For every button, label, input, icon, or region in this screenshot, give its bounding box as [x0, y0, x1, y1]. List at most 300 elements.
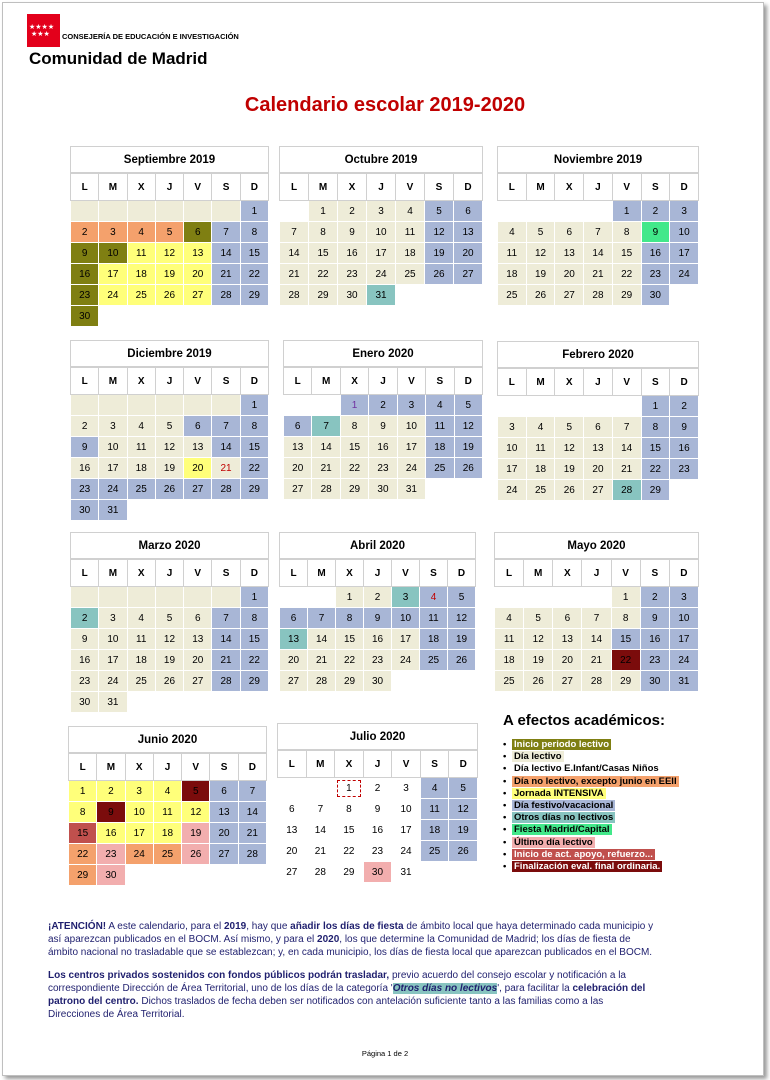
day-cell: 7: [212, 222, 240, 243]
day-cell: [210, 865, 238, 886]
day-cell: 24: [669, 650, 698, 671]
day-cell: 22: [240, 458, 268, 479]
day-cell: 23: [71, 479, 99, 500]
day-cell: [99, 587, 127, 608]
day-cell: 12: [454, 416, 482, 437]
day-cell: 26: [524, 671, 553, 692]
month-title: Julio 2020: [277, 723, 478, 750]
weekday-header: V: [184, 368, 212, 395]
weekday-header: L: [280, 560, 308, 587]
weekday-header: S: [425, 174, 454, 201]
day-cell: 13: [278, 820, 307, 841]
week-row: [498, 243, 699, 264]
day-cell: 3: [392, 587, 420, 608]
day-cell: [155, 201, 183, 222]
day-cell: 10: [367, 222, 396, 243]
day-cell: 7: [212, 608, 240, 629]
day-cell: 27: [280, 671, 308, 692]
week-row: [280, 222, 483, 243]
day-cell: 10: [498, 438, 527, 459]
week-row: [498, 222, 699, 243]
day-cell: 2: [369, 395, 397, 416]
month-grid: [283, 367, 483, 500]
week-row: [284, 458, 483, 479]
weekday-header: S: [426, 368, 454, 395]
weekday-header: J: [369, 368, 397, 395]
day-cell: 27: [278, 862, 307, 883]
day-cell: 31: [99, 692, 127, 713]
day-cell: 25: [127, 479, 155, 500]
weekday-header: L: [71, 560, 99, 587]
week-row: [71, 500, 269, 521]
legend: [503, 712, 679, 873]
day-cell: [127, 395, 155, 416]
calendar-septiembre-2019: [70, 146, 269, 327]
day-cell: 3: [498, 417, 527, 438]
weekday-header: D: [669, 560, 698, 587]
weekday-header: J: [584, 174, 613, 201]
day-cell: 4: [127, 222, 155, 243]
day-cell: 13: [454, 222, 483, 243]
day-cell: 9: [363, 799, 392, 820]
day-cell: 16: [71, 458, 99, 479]
day-cell: 1: [69, 781, 97, 802]
day-cell: 30: [641, 285, 670, 306]
bullet-icon: •: [503, 848, 507, 860]
day-cell: 15: [611, 629, 640, 650]
day-cell: 2: [640, 587, 669, 608]
weekday-header: M: [526, 369, 555, 396]
week-row: [278, 799, 478, 820]
day-cell: 15: [336, 629, 364, 650]
day-cell: 21: [584, 264, 613, 285]
legend-item: [503, 861, 679, 873]
day-cell: [670, 285, 699, 306]
day-cell: 20: [584, 459, 613, 480]
bullet-icon: •: [503, 751, 507, 763]
day-cell: 5: [425, 201, 454, 222]
day-cell: 14: [612, 438, 641, 459]
day-cell: 3: [397, 395, 425, 416]
day-cell: [125, 865, 153, 886]
day-cell: [184, 395, 212, 416]
day-cell: 8: [240, 416, 268, 437]
day-cell: 7: [582, 608, 611, 629]
week-row: [71, 306, 269, 327]
day-cell: 22: [240, 264, 268, 285]
legend-label: Día festivo/vacacional: [514, 800, 614, 812]
day-cell: [240, 692, 268, 713]
day-cell: 14: [238, 802, 266, 823]
week-row: [495, 587, 699, 608]
day-cell: [278, 778, 307, 799]
day-cell: [555, 396, 584, 417]
weekday-header: J: [153, 754, 181, 781]
day-cell: [155, 306, 183, 327]
day-cell: 10: [669, 608, 698, 629]
month-title: Febrero 2020: [497, 341, 699, 368]
week-row: [495, 650, 699, 671]
day-cell: 29: [335, 862, 364, 883]
day-cell: [238, 865, 266, 886]
day-cell: 5: [155, 416, 183, 437]
day-cell: 21: [212, 264, 240, 285]
day-cell: 10: [99, 629, 127, 650]
day-cell: 26: [555, 480, 584, 501]
weekday-header: V: [182, 754, 210, 781]
weekday-header: L: [284, 368, 312, 395]
day-cell: 27: [184, 285, 212, 306]
legend-label: Último día lectivo: [514, 836, 593, 848]
day-cell: 5: [555, 417, 584, 438]
weekday-header: D: [670, 369, 699, 396]
day-cell: 11: [426, 416, 454, 437]
weekday-header: L: [280, 174, 309, 201]
day-cell: 19: [555, 459, 584, 480]
day-cell: 5: [448, 587, 476, 608]
month-title: Marzo 2020: [70, 532, 269, 559]
weekday-header: S: [212, 174, 240, 201]
day-cell: 14: [582, 629, 611, 650]
day-cell: 26: [526, 285, 555, 306]
day-cell: 31: [367, 285, 396, 306]
day-cell: 19: [454, 437, 482, 458]
day-cell: [99, 306, 127, 327]
weekday-header: J: [584, 369, 613, 396]
day-cell: 3: [392, 778, 421, 799]
day-cell: 20: [454, 243, 483, 264]
day-cell: 16: [338, 243, 367, 264]
week-row: [71, 587, 269, 608]
weekday-header: J: [155, 368, 183, 395]
weekday-header: S: [212, 368, 240, 395]
bullet-icon: •: [503, 787, 507, 799]
day-cell: 18: [127, 458, 155, 479]
day-cell: 7: [584, 222, 613, 243]
day-cell: 15: [240, 629, 268, 650]
day-cell: 14: [212, 437, 240, 458]
week-row: [498, 459, 699, 480]
day-cell: 19: [524, 650, 553, 671]
day-cell: 19: [182, 823, 210, 844]
day-cell: 18: [153, 823, 181, 844]
day-cell: 25: [420, 841, 449, 862]
day-cell: 17: [99, 650, 127, 671]
month-grid: [70, 367, 269, 521]
weekday-header: S: [641, 174, 670, 201]
day-cell: [184, 692, 212, 713]
day-cell: 6: [454, 201, 483, 222]
weekday-header: L: [278, 751, 307, 778]
day-cell: 28: [212, 671, 240, 692]
legend-label: Fiesta Madrid/Capital: [514, 824, 610, 836]
day-cell: 15: [240, 243, 268, 264]
month-grid: [497, 368, 699, 501]
day-cell: [212, 500, 240, 521]
day-cell: 28: [212, 285, 240, 306]
day-cell: 14: [306, 820, 335, 841]
day-cell: [670, 480, 699, 501]
day-cell: [498, 201, 527, 222]
day-cell: 11: [153, 802, 181, 823]
day-cell: [212, 692, 240, 713]
day-cell: 17: [397, 437, 425, 458]
week-row: [280, 587, 476, 608]
day-cell: 22: [309, 264, 338, 285]
week-row: [69, 844, 267, 865]
week-row: [280, 243, 483, 264]
day-cell: 30: [640, 671, 669, 692]
day-cell: [454, 285, 483, 306]
weekday-header: M: [524, 560, 553, 587]
week-row: [71, 285, 269, 306]
note-private-mid2: ', para facilitar la: [497, 983, 573, 994]
day-cell: 22: [612, 264, 641, 285]
week-row: [280, 201, 483, 222]
day-cell: 3: [367, 201, 396, 222]
week-row: [498, 417, 699, 438]
day-cell: [526, 396, 555, 417]
day-cell: [553, 587, 582, 608]
day-cell: 29: [641, 480, 670, 501]
day-cell: 26: [448, 650, 476, 671]
legend-label: Finalización eval. final ordinaria.: [514, 861, 661, 873]
day-cell: 14: [280, 243, 309, 264]
day-cell: 31: [99, 500, 127, 521]
day-cell: 9: [640, 608, 669, 629]
month-title: Enero 2020: [283, 340, 483, 367]
day-cell: 10: [99, 243, 127, 264]
week-row: [495, 629, 699, 650]
day-cell: 28: [308, 671, 336, 692]
day-cell: 26: [449, 841, 478, 862]
day-cell: 1: [240, 201, 268, 222]
day-cell: 20: [184, 458, 212, 479]
day-cell: 11: [420, 608, 448, 629]
weekday-header: D: [454, 174, 483, 201]
bullet-icon: •: [503, 836, 507, 848]
weekday-header: L: [71, 174, 99, 201]
weekday-header: V: [184, 174, 212, 201]
weekday-header: S: [640, 560, 669, 587]
week-row: [71, 416, 269, 437]
day-cell: 6: [553, 608, 582, 629]
week-row: [495, 671, 699, 692]
month-title: Abril 2020: [279, 532, 476, 559]
day-cell: 18: [420, 629, 448, 650]
day-cell: 13: [184, 243, 212, 264]
day-cell: 15: [309, 243, 338, 264]
day-cell: [99, 395, 127, 416]
day-cell: 12: [524, 629, 553, 650]
day-cell: 26: [454, 458, 482, 479]
day-cell: 15: [340, 437, 368, 458]
day-cell: 4: [420, 778, 449, 799]
weekday-header: L: [71, 368, 99, 395]
day-cell: 24: [498, 480, 527, 501]
day-cell: 8: [240, 222, 268, 243]
day-cell: 17: [392, 820, 421, 841]
day-cell: 7: [212, 416, 240, 437]
day-cell: 1: [611, 587, 640, 608]
day-cell: [71, 587, 99, 608]
day-cell: 6: [210, 781, 238, 802]
weekday-header: J: [367, 174, 396, 201]
day-cell: 27: [553, 671, 582, 692]
day-cell: [153, 865, 181, 886]
calendar-junio-2020: [68, 726, 267, 886]
day-cell: [155, 692, 183, 713]
day-cell: 12: [526, 243, 555, 264]
legend-item: [503, 751, 679, 763]
day-cell: [582, 587, 611, 608]
week-row: [498, 438, 699, 459]
day-cell: 29: [340, 479, 368, 500]
legend-label: Jornada INTENSIVA: [514, 787, 604, 799]
day-cell: 26: [155, 671, 183, 692]
day-cell: 22: [336, 650, 364, 671]
month-grid: [68, 753, 267, 886]
weekday-header: V: [392, 560, 420, 587]
day-cell: 10: [392, 608, 420, 629]
week-row: [498, 264, 699, 285]
day-cell: [526, 201, 555, 222]
weekday-header: V: [396, 174, 425, 201]
day-cell: 9: [369, 416, 397, 437]
week-row: [280, 285, 483, 306]
day-cell: 24: [670, 264, 699, 285]
weekday-header: X: [555, 174, 584, 201]
week-row: [71, 222, 269, 243]
day-cell: [184, 306, 212, 327]
week-row: [280, 671, 476, 692]
day-cell: 3: [99, 222, 127, 243]
calendar-julio-2020: [277, 723, 478, 883]
calendar-febrero-2020: [497, 341, 699, 501]
month-title: Octubre 2019: [279, 146, 483, 173]
day-cell: 29: [336, 671, 364, 692]
day-cell: 20: [284, 458, 312, 479]
calendar-noviembre-2019: [497, 146, 699, 306]
day-cell: 6: [184, 416, 212, 437]
week-row: [278, 820, 478, 841]
day-cell: 31: [397, 479, 425, 500]
month-title: Diciembre 2019: [70, 340, 269, 367]
day-cell: 23: [641, 264, 670, 285]
day-cell: [155, 395, 183, 416]
day-cell: [212, 587, 240, 608]
day-cell: 29: [69, 865, 97, 886]
day-cell: 6: [555, 222, 584, 243]
legend-item: [503, 849, 679, 861]
day-cell: [127, 306, 155, 327]
day-cell: 27: [184, 671, 212, 692]
day-cell: 12: [155, 243, 183, 264]
legend-title: A efectos académicos:: [503, 712, 666, 729]
day-cell: 29: [240, 671, 268, 692]
day-cell: 16: [640, 629, 669, 650]
day-cell: 7: [238, 781, 266, 802]
day-cell: [240, 500, 268, 521]
day-cell: 14: [308, 629, 336, 650]
weekday-header: D: [238, 754, 266, 781]
day-cell: 10: [392, 799, 421, 820]
day-cell: 28: [612, 480, 641, 501]
day-cell: 9: [71, 243, 99, 264]
day-cell: 27: [210, 844, 238, 865]
legend-item: [503, 739, 679, 751]
day-cell: [555, 201, 584, 222]
calendar-diciembre-2019: [70, 340, 269, 521]
day-cell: 21: [238, 823, 266, 844]
weekday-header: V: [612, 369, 641, 396]
day-cell: 30: [97, 865, 125, 886]
day-cell: 4: [396, 201, 425, 222]
week-row: [280, 608, 476, 629]
weekday-header: X: [127, 368, 155, 395]
day-cell: 3: [125, 781, 153, 802]
week-row: [71, 395, 269, 416]
day-cell: 24: [99, 479, 127, 500]
day-cell: [71, 201, 99, 222]
day-cell: 2: [71, 416, 99, 437]
day-cell: 5: [526, 222, 555, 243]
week-row: [71, 243, 269, 264]
weekday-header: J: [155, 560, 183, 587]
day-cell: 21: [212, 458, 240, 479]
day-cell: 10: [670, 222, 699, 243]
day-cell: 25: [426, 458, 454, 479]
legend-item: [503, 763, 679, 775]
day-cell: 1: [641, 396, 670, 417]
department-name: CONSEJERÍA DE EDUCACIÓN E INVESTIGACIÓN: [62, 32, 239, 41]
note-private-lead: Los centros privados sostenidos con fondos públicos podrán trasladar,: [48, 970, 390, 981]
day-cell: 11: [420, 799, 449, 820]
day-cell: 19: [449, 820, 478, 841]
day-cell: 17: [669, 629, 698, 650]
weekday-header: D: [454, 368, 482, 395]
week-row: [278, 862, 478, 883]
legend-item: [503, 824, 679, 836]
day-cell: 19: [155, 458, 183, 479]
day-cell: 25: [495, 671, 524, 692]
weekday-header: V: [184, 560, 212, 587]
week-row: [69, 823, 267, 844]
day-cell: [308, 587, 336, 608]
bullet-icon: •: [503, 800, 507, 812]
day-cell: [184, 201, 212, 222]
day-cell: 27: [454, 264, 483, 285]
day-cell: 8: [641, 417, 670, 438]
day-cell: 16: [364, 629, 392, 650]
day-cell: 20: [280, 650, 308, 671]
day-cell: 18: [498, 264, 527, 285]
day-cell: 24: [125, 844, 153, 865]
day-cell: 30: [364, 671, 392, 692]
day-cell: [99, 201, 127, 222]
day-cell: 23: [71, 285, 99, 306]
day-cell: 29: [611, 671, 640, 692]
week-row: [284, 395, 483, 416]
day-cell: 11: [498, 243, 527, 264]
day-cell: 29: [309, 285, 338, 306]
weekday-header: L: [69, 754, 97, 781]
day-cell: 5: [454, 395, 482, 416]
day-cell: 6: [280, 608, 308, 629]
legend-label: Día lectivo: [514, 751, 562, 763]
day-cell: 21: [308, 650, 336, 671]
weekday-header: L: [498, 369, 527, 396]
